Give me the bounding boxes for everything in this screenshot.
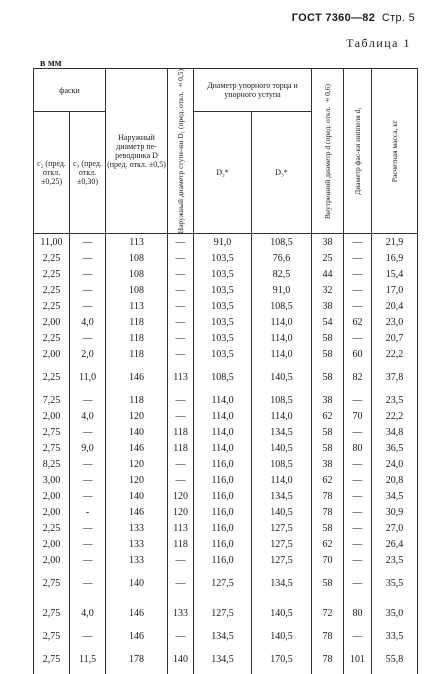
cell-d2: 103,5 [194, 330, 252, 346]
cell-d: 78 [312, 488, 344, 504]
cell-d1: — [168, 330, 194, 346]
cell-d3: 114,0 [252, 314, 312, 330]
cell-d: 133 [106, 552, 168, 568]
cell-c2: 2,00 [34, 488, 70, 504]
cell-c3: 11,0 [70, 362, 106, 392]
cell-d3: 140,5 [252, 362, 312, 392]
header-mass: Расчетная масса, кг [389, 120, 399, 183]
cell-m: 33,5 [372, 628, 418, 644]
cell-d: 120 [106, 456, 168, 472]
cell-d3: 114,0 [252, 346, 312, 362]
table-row [34, 266, 418, 282]
cell-d3: 140,5 [252, 628, 312, 644]
cell-m: 16,9 [372, 250, 418, 266]
table-row [34, 472, 418, 488]
cell-d2: 91,0 [194, 234, 252, 251]
cell-d: 108 [106, 282, 168, 298]
cell-d3: 114,0 [252, 408, 312, 424]
cell-d3: 127,5 [252, 536, 312, 552]
cell-d1: — [344, 234, 372, 251]
cell-d1: 113 [168, 520, 194, 536]
cell-m: 23,0 [372, 314, 418, 330]
cell-d3: 82,5 [252, 266, 312, 282]
header-c3: c₃ (пред. откл. ±0,30) [70, 112, 106, 234]
cell-d3: 108,5 [252, 392, 312, 408]
cell-c3: — [70, 282, 106, 298]
table-row [34, 424, 418, 440]
cell-d2: 103,5 [194, 282, 252, 298]
cell-d: 38 [312, 392, 344, 408]
cell-d1: — [168, 250, 194, 266]
cell-m: 35,0 [372, 598, 418, 628]
table-row [34, 298, 418, 314]
cell-d1: — [168, 568, 194, 598]
table-row [34, 456, 418, 472]
cell-d3: 127,5 [252, 552, 312, 568]
cell-m: 20,8 [372, 472, 418, 488]
cell-m: 20,4 [372, 298, 418, 314]
table-row [34, 552, 418, 568]
table-body [34, 234, 418, 674]
cell-d: 72 [312, 598, 344, 628]
cell-d: 25 [312, 250, 344, 266]
cell-c2: 2,00 [34, 346, 70, 362]
table-row [34, 520, 418, 536]
cell-c2: 2,25 [34, 250, 70, 266]
table-row [34, 314, 418, 330]
cell-c3: — [70, 456, 106, 472]
cell-c3: 4,0 [70, 598, 106, 628]
cell-d: 118 [106, 330, 168, 346]
cell-d: 178 [106, 644, 168, 674]
table-row [34, 488, 418, 504]
cell-d: 78 [312, 644, 344, 674]
page-header [292, 12, 415, 24]
cell-d2: 103,5 [194, 346, 252, 362]
table-row [34, 644, 418, 674]
cell-d: 108 [106, 266, 168, 282]
cell-d2: 116,0 [194, 504, 252, 520]
cell-d1: 118 [168, 440, 194, 456]
table-row [34, 408, 418, 424]
cell-d2: 103,5 [194, 298, 252, 314]
cell-d3: 140,5 [252, 598, 312, 628]
cell-d: 118 [106, 314, 168, 330]
cell-c2: 2,00 [34, 552, 70, 568]
header-d3: D₃* [252, 112, 312, 234]
cell-d: 78 [312, 504, 344, 520]
cell-d2: 114,0 [194, 408, 252, 424]
cell-c2: 2,75 [34, 424, 70, 440]
cell-c2: 2,75 [34, 628, 70, 644]
cell-d1: — [168, 392, 194, 408]
cell-d2: 108,5 [194, 362, 252, 392]
cell-c2: 3,00 [34, 472, 70, 488]
cell-d1: — [344, 392, 372, 408]
cell-d3: 134,5 [252, 424, 312, 440]
cell-d: 38 [312, 456, 344, 472]
cell-d1: 62 [344, 314, 372, 330]
header-outer-diameter: Наружный диаметр пе-реводника D (пред. откл. ±0,5) [106, 69, 168, 234]
cell-d1: — [344, 568, 372, 598]
cell-m: 26,4 [372, 536, 418, 552]
cell-c3: 9,0 [70, 440, 106, 456]
standard-number: ГОСТ 7360—82 [291, 12, 376, 24]
cell-d: 62 [312, 536, 344, 552]
header-stop-group: Диаметр упорного торца и упорного уступа [194, 69, 312, 112]
cell-c2: 2,25 [34, 282, 70, 298]
cell-d3: 140,5 [252, 440, 312, 456]
cell-c3: 4,0 [70, 408, 106, 424]
cell-c2: 2,75 [34, 440, 70, 456]
cell-d: 140 [106, 424, 168, 440]
cell-d: 133 [106, 536, 168, 552]
cell-d1: 118 [168, 536, 194, 552]
cell-d: 62 [312, 408, 344, 424]
cell-d: 120 [106, 472, 168, 488]
cell-d1: — [344, 552, 372, 568]
cell-c3: — [70, 536, 106, 552]
cell-d: 146 [106, 362, 168, 392]
cell-d2: 127,5 [194, 568, 252, 598]
cell-m: 24,0 [372, 456, 418, 472]
cell-c3: — [70, 472, 106, 488]
cell-c2: 2,75 [34, 598, 70, 628]
cell-d: 32 [312, 282, 344, 298]
cell-d1: 60 [344, 346, 372, 362]
table-row [34, 330, 418, 346]
cell-d: 133 [106, 520, 168, 536]
cell-d1: — [344, 628, 372, 644]
cell-d: 70 [312, 552, 344, 568]
cell-d: 58 [312, 424, 344, 440]
cell-c2: 7,25 [34, 392, 70, 408]
cell-c2: 8,25 [34, 456, 70, 472]
cell-d1: 118 [168, 424, 194, 440]
cell-m: 22,2 [372, 408, 418, 424]
cell-c3: — [70, 520, 106, 536]
cell-m: 37,8 [372, 362, 418, 392]
cell-d1: — [344, 298, 372, 314]
cell-d1: 80 [344, 440, 372, 456]
cell-m: 34,8 [372, 424, 418, 440]
cell-c2: 2,75 [34, 568, 70, 598]
cell-d: 54 [312, 314, 344, 330]
cell-d3: 76,6 [252, 250, 312, 266]
cell-c2: 2,75 [34, 644, 70, 674]
cell-d1: 140 [168, 644, 194, 674]
cell-c3: — [70, 568, 106, 598]
cell-c3: — [70, 250, 106, 266]
cell-d1: — [168, 628, 194, 644]
cell-d1: 101 [344, 644, 372, 674]
cell-d2: 116,0 [194, 552, 252, 568]
cell-c3: — [70, 298, 106, 314]
cell-d1: — [168, 346, 194, 362]
cell-c3: — [70, 424, 106, 440]
cell-d3: 134,5 [252, 568, 312, 598]
unit-label: в мм [40, 58, 62, 69]
cell-d: 140 [106, 488, 168, 504]
cell-c2: 2,25 [34, 520, 70, 536]
cell-d: 58 [312, 346, 344, 362]
cell-d: 44 [312, 266, 344, 282]
cell-d2: 116,0 [194, 488, 252, 504]
cell-d1: — [344, 456, 372, 472]
cell-d1: 80 [344, 598, 372, 628]
cell-d2: 116,0 [194, 536, 252, 552]
table-row [34, 504, 418, 520]
cell-m: 36,5 [372, 440, 418, 456]
cell-d1: — [344, 282, 372, 298]
cell-m: 55,8 [372, 644, 418, 674]
table-row [34, 536, 418, 552]
table-row [34, 362, 418, 392]
cell-d3: 140,5 [252, 504, 312, 520]
cell-d3: 114,0 [252, 330, 312, 346]
cell-c2: 2,00 [34, 504, 70, 520]
cell-d2: 116,0 [194, 520, 252, 536]
cell-d: 108 [106, 250, 168, 266]
cell-d1: — [344, 520, 372, 536]
cell-d: 118 [106, 392, 168, 408]
cell-d1: 70 [344, 408, 372, 424]
cell-d: 58 [312, 520, 344, 536]
cell-c2: 2,00 [34, 536, 70, 552]
cell-m: 23,5 [372, 552, 418, 568]
cell-d2: 116,0 [194, 472, 252, 488]
header-nipple-chamfer: Диаметр фас-ки ниппеля d₁ [352, 107, 362, 196]
header-c2: c₂ (пред. откл. ±0,25) [34, 112, 70, 234]
cell-d1: — [344, 488, 372, 504]
cell-d: 146 [106, 598, 168, 628]
header-d2: D₂* [194, 112, 252, 234]
page-number: Стр. 5 [381, 12, 415, 24]
cell-d1: — [168, 266, 194, 282]
cell-d3: 170,5 [252, 644, 312, 674]
cell-d3: 91,0 [252, 282, 312, 298]
cell-c3: 11,5 [70, 644, 106, 674]
cell-d: 118 [106, 346, 168, 362]
table-row [34, 392, 418, 408]
cell-c2: 2,25 [34, 330, 70, 346]
cell-d1: — [168, 408, 194, 424]
cell-d: 58 [312, 330, 344, 346]
cell-m: 15,4 [372, 266, 418, 282]
cell-d1: — [168, 298, 194, 314]
cell-d1: — [344, 536, 372, 552]
cell-c3: 2,0 [70, 346, 106, 362]
dimensions-table-wrap [33, 68, 417, 674]
cell-d1: — [344, 250, 372, 266]
cell-m: 20,7 [372, 330, 418, 346]
cell-c3: 4,0 [70, 314, 106, 330]
cell-d: 58 [312, 440, 344, 456]
cell-d: 113 [106, 298, 168, 314]
cell-d1: — [168, 472, 194, 488]
cell-c3: — [70, 234, 106, 251]
cell-c2: 2,00 [34, 314, 70, 330]
header-step-diameter: Наружный диаметр ступе-ни D₁ (пред. откл. ±0,5) [175, 69, 185, 234]
cell-d2: 114,0 [194, 440, 252, 456]
table-row [34, 598, 418, 628]
cell-c2: 2,25 [34, 266, 70, 282]
cell-d2: 116,0 [194, 456, 252, 472]
cell-d1: — [168, 282, 194, 298]
cell-d3: 108,5 [252, 298, 312, 314]
cell-d1: — [168, 234, 194, 251]
cell-d1: — [168, 314, 194, 330]
cell-d: 120 [106, 408, 168, 424]
cell-d2: 114,0 [194, 424, 252, 440]
cell-c3: - [70, 504, 106, 520]
cell-d1: 113 [168, 362, 194, 392]
cell-d1: — [344, 472, 372, 488]
cell-d: 146 [106, 440, 168, 456]
cell-d2: 114,0 [194, 392, 252, 408]
cell-d2: 134,5 [194, 628, 252, 644]
cell-d3: 134,5 [252, 488, 312, 504]
cell-d2: 127,5 [194, 598, 252, 628]
table-title: Таблица 1 [346, 36, 411, 50]
cell-c3: — [70, 330, 106, 346]
cell-m: 23,5 [372, 392, 418, 408]
cell-c2: 2,00 [34, 408, 70, 424]
cell-c3: — [70, 488, 106, 504]
cell-d: 146 [106, 504, 168, 520]
cell-d2: 103,5 [194, 266, 252, 282]
cell-d2: 103,5 [194, 314, 252, 330]
cell-c3: — [70, 266, 106, 282]
cell-c2: 2,25 [34, 298, 70, 314]
header-chamfer-group: фаски [34, 69, 106, 112]
cell-m: 22,2 [372, 346, 418, 362]
cell-c2: 11,00 [34, 234, 70, 251]
cell-d1: 133 [168, 598, 194, 628]
header-inner-diameter: Внутренний диаметр d (пред. откл. ±0,6) [322, 83, 332, 219]
cell-c3: — [70, 392, 106, 408]
cell-c2: 2,25 [34, 362, 70, 392]
cell-m: 27,0 [372, 520, 418, 536]
cell-m: 17,0 [372, 282, 418, 298]
cell-d1: 82 [344, 362, 372, 392]
table-row [34, 234, 418, 251]
cell-d: 113 [106, 234, 168, 251]
cell-m: 21,9 [372, 234, 418, 251]
cell-m: 30,9 [372, 504, 418, 520]
cell-d: 58 [312, 362, 344, 392]
cell-d1: — [168, 552, 194, 568]
cell-d3: 127,5 [252, 520, 312, 536]
cell-m: 34,5 [372, 488, 418, 504]
cell-d1: — [168, 456, 194, 472]
cell-d: 38 [312, 234, 344, 251]
cell-c3: — [70, 628, 106, 644]
cell-d1: — [344, 330, 372, 346]
cell-d3: 108,5 [252, 234, 312, 251]
cell-d: 38 [312, 298, 344, 314]
table-row [34, 628, 418, 644]
cell-d2: 134,5 [194, 644, 252, 674]
cell-d1: — [344, 424, 372, 440]
cell-d1: — [344, 504, 372, 520]
cell-m: 35,5 [372, 568, 418, 598]
dimensions-table [33, 68, 418, 674]
cell-d: 78 [312, 628, 344, 644]
cell-d: 58 [312, 568, 344, 598]
table-row [34, 282, 418, 298]
table-row [34, 346, 418, 362]
cell-d2: 103,5 [194, 250, 252, 266]
cell-d1: — [344, 266, 372, 282]
table-row [34, 440, 418, 456]
cell-d: 62 [312, 472, 344, 488]
cell-d: 140 [106, 568, 168, 598]
cell-d: 146 [106, 628, 168, 644]
table-row [34, 250, 418, 266]
cell-c3: — [70, 552, 106, 568]
cell-d1: 120 [168, 504, 194, 520]
table-row [34, 568, 418, 598]
cell-d1: 120 [168, 488, 194, 504]
cell-d3: 108,5 [252, 456, 312, 472]
cell-d3: 114,0 [252, 472, 312, 488]
